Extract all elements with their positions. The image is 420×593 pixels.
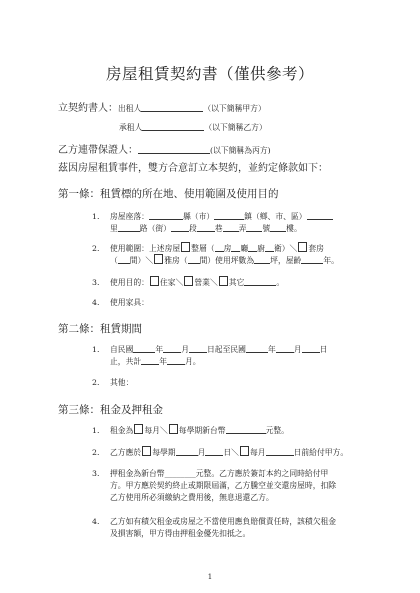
pay-monthly-checkbox[interactable] bbox=[240, 446, 249, 456]
lessor-blank[interactable] bbox=[141, 102, 203, 112]
monthly-rent-checkbox[interactable] bbox=[134, 424, 143, 434]
business-checkbox[interactable] bbox=[184, 276, 193, 286]
shared-room-checkbox[interactable] bbox=[154, 254, 163, 264]
article2-item1-line2: 止，共計 年 月。 bbox=[110, 357, 201, 366]
article3-item3-line3: 乙方使用所必須繳納之費用後，無息退還乙方。 bbox=[110, 493, 274, 502]
document-title: 房屋租賃契約書（僅供參考） bbox=[105, 65, 314, 83]
article3-item1: 1. 租金為 每月＼ 每學期新台幣 元整。 bbox=[92, 426, 289, 435]
article1-item1-line1: 1. 房屋座落： 縣（市） 鎮（鄉、市、區） bbox=[92, 210, 333, 222]
parties-guarantor-line: 乙方連帶保證人： (以下簡稱為丙方) bbox=[58, 145, 271, 156]
article3-item3-line2: 方。甲方應於契約終止或期限屆滿，乙方騰空並交還房屋時，扣除 bbox=[110, 481, 337, 490]
other-use-checkbox[interactable] bbox=[219, 276, 228, 286]
article1-item2-line1: 2. 使用範圍：上述房屋 整層（ 房 廳 廚 衛）＼ 套房 bbox=[92, 244, 324, 253]
article1-heading: 第一條：租賃標的所在地、使用範圍及使用目的 bbox=[58, 188, 279, 200]
article3-item4-line2: 及損害額，甲方得由押租金優先扣抵之。 bbox=[110, 529, 251, 538]
residence-checkbox[interactable] bbox=[150, 276, 159, 286]
pay-semester-checkbox[interactable] bbox=[142, 446, 151, 456]
guarantor-blank[interactable] bbox=[138, 144, 210, 154]
article1-item3: 3. 使用目的： 住家＼ 營業＼ 其它 。 bbox=[92, 278, 285, 287]
article1-item1-line2: 里 路（街） 段 巷 弄 號 樓。 bbox=[110, 224, 302, 233]
lessee-blank[interactable] bbox=[142, 121, 204, 131]
article3-item4-line1: 4. 乙方如有積欠租金或房屋之不當使用應負賠償責任時，該積欠租金 bbox=[92, 517, 337, 526]
article1-item2-line2: （ 間）＼ 雅房（ 間）使用坪數為 坪，屋齡 年。 bbox=[110, 256, 339, 265]
page-number: 1 bbox=[207, 573, 213, 581]
parties-lessee-line: 承租人 （以下簡稱乙方） bbox=[119, 123, 267, 132]
article3-heading: 第三條：租金及押租金 bbox=[58, 404, 163, 416]
article2-item2: 2. 其他： bbox=[92, 378, 134, 387]
article2-heading: 第二條：租賃期間 bbox=[58, 323, 142, 335]
article2-item1-line1: 1. 自民國 年 月 日起至民國 年 月 日 bbox=[92, 345, 328, 354]
article3-item3-line1: 3. 押租金為新台幣________元整。乙方應於簽訂本約之同時給付甲 bbox=[92, 469, 329, 478]
semester-rent-checkbox[interactable] bbox=[169, 424, 178, 434]
parties-lessor-line: 立契約書人：出租人 （以下簡稱甲方） bbox=[58, 103, 266, 114]
article3-item2: 2. 乙方應於 每學期 月 日＼ 每月 日前給付甲方。 bbox=[92, 448, 349, 457]
intro-line: 茲因房屋租賃事件，雙方合意訂立本契約，並約定條款如下： bbox=[58, 163, 328, 174]
article1-item4: 4. 使用家具： bbox=[92, 298, 149, 307]
suite-checkbox[interactable] bbox=[298, 242, 307, 252]
whole-floor-checkbox[interactable] bbox=[181, 242, 190, 252]
